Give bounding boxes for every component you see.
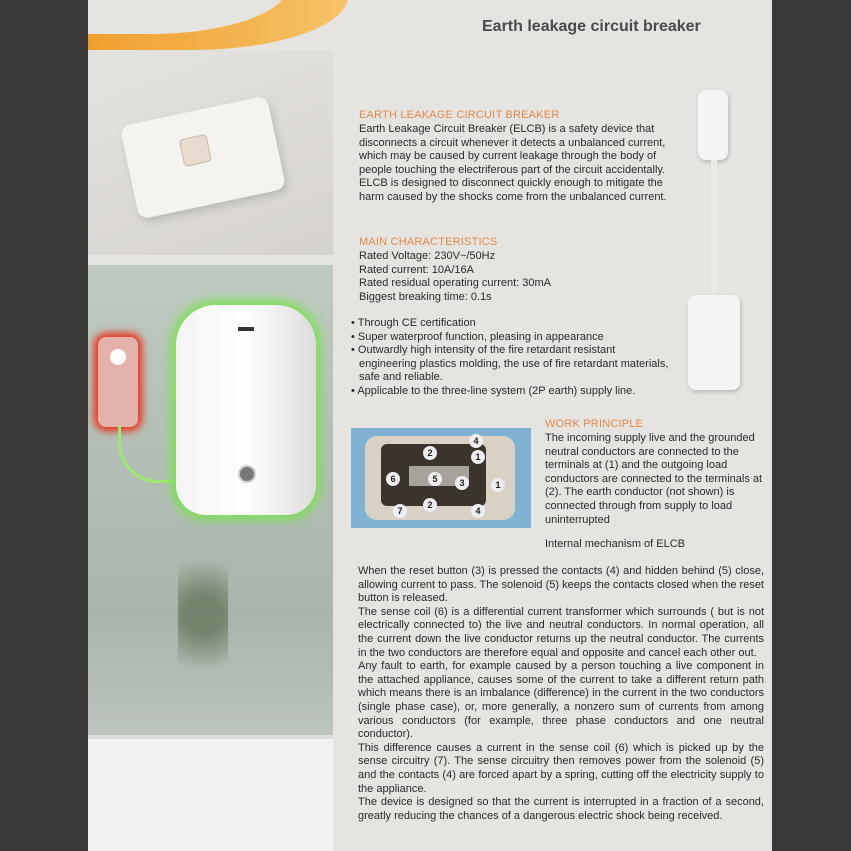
diagram-label: 3	[455, 476, 469, 490]
feature-item: • Outwardly high intensity of the fire retardant resistant engineering plastics molding, the use of fire retardant materials, safe and reliable.	[351, 344, 671, 385]
diagram-label: 2	[423, 498, 437, 512]
body-paragraph: The sense coil (6) is a differential current transformer which surrounds ( but is not electrically connected to) the live and neutral conductors. In normal operation, all the current down the live conductor returns up the neutral conductor. The currents in the two conductors are therefore equal and opposite and cancel each other out.	[358, 605, 764, 659]
diagram-caption: Internal mechanism of ELCB	[545, 538, 686, 550]
characteristics-list	[359, 250, 659, 304]
elcb-device	[120, 95, 286, 219]
features-list	[351, 317, 671, 399]
reset-button-image	[179, 134, 212, 167]
intro-text: Earth Leakage Circuit Breaker (ELCB) is a safety device that disconnects a circuit whenever it detects a unbalanced current, which may be caused by current leakage through the body of people touching the electriferous part of the circuit accidentally. ELCB is designed to disconnect quickly enough to mitigate the harm caused by the shocks come from the unbalanced current.	[359, 123, 667, 203]
characteristic-item: Rated current: 10A/16A	[359, 263, 474, 276]
characteristic-item: Rated residual operating current: 30mA	[359, 277, 551, 290]
water-heater-image	[176, 305, 316, 515]
body-paragraph: When the reset button (3) is pressed the contacts (4) and hidden behind (5) close, allowing current to pass. The solenoid (5) keeps the contacts closed when the reset button is released.	[358, 565, 764, 605]
characteristic-item: Biggest breaking time: 0.1s	[359, 290, 492, 303]
page-title: Earth leakage circuit breaker	[482, 18, 701, 35]
work-principle-body	[358, 565, 764, 823]
work-principle-heading: WORK PRINCIPLE	[545, 418, 644, 430]
diagram-label: 6	[386, 472, 400, 486]
elcb-internal-diagram	[351, 428, 531, 528]
body-paragraph: Any fault to earth, for example caused by a person touching a live component in the attached appliance, causes some of the current to take a different return path which means there is an imbalance (difference) in the current in the two conductors (single phase case), or, more generally, a nonzero sum of currents from among various conductors (for example, three phase conductors and one neutral conductor).	[358, 660, 764, 741]
body-paragraph: This difference causes a current in the sense coil (6) which is picked up by the sense circuitry (7). The sense circuitry then removes power from the solenoid (5) and the contacts (4) are forced apart by a spring, cutting off the electricity supply to the appliance.	[358, 741, 764, 795]
brochure-page	[88, 0, 772, 851]
elcb-device-photo	[88, 50, 333, 255]
work-principle-text: The incoming supply live and the grounded neutral conductors are connected to the terminals at (1) and the outgoing load conductors are connected to the terminals at (2). The earth conductor (not shown) is connected through from supply to load uninterrupted	[545, 432, 763, 526]
diagram-label: 4	[471, 504, 485, 518]
body-paragraph: The device is designed so that the current is interrupted in a fraction of a second, greatly reducing the chances of a dangerous electric shock being received.	[358, 796, 764, 822]
diagram-label: 2	[423, 446, 437, 460]
diagram-label: 1	[491, 478, 505, 492]
diagram-label: 5	[428, 472, 442, 486]
bathtub-image	[88, 735, 333, 851]
feature-item: • Super waterproof function, pleasing in appearance	[351, 331, 671, 345]
characteristics-heading: MAIN CHARACTERISTICS	[359, 236, 498, 248]
intro-heading: EARTH LEAKAGE CIRCUIT BREAKER	[359, 109, 560, 121]
diagram-label: 4	[469, 434, 483, 448]
characteristic-item: Rated Voltage: 230V~/50Hz	[359, 250, 496, 262]
diagram-label: 7	[393, 504, 407, 518]
diagram-label: 1	[471, 450, 485, 464]
wall-socket-image	[98, 337, 138, 427]
feature-item: • Applicable to the three-line system (2P earth) supply line.	[351, 385, 671, 399]
plant-image	[178, 525, 228, 705]
plug-with-elcb-photo	[680, 90, 760, 420]
feature-item: • Through CE certification	[351, 317, 671, 331]
bathroom-photo	[88, 265, 333, 851]
